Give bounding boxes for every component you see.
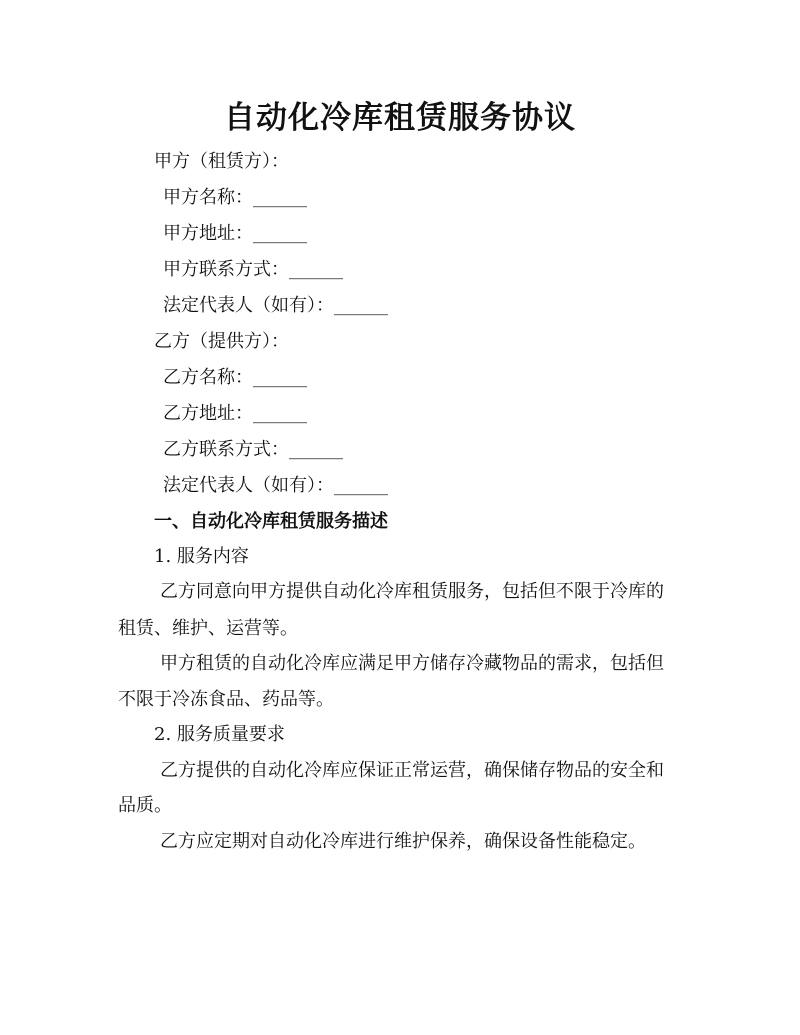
party-b-name: 乙方名称：______ <box>163 367 307 388</box>
section-1-heading: 一、自动化冷库租赁服务描述 <box>154 511 388 532</box>
party-a-name: 甲方名称：______ <box>163 187 307 208</box>
item-1-para-2-line-1: 甲方租赁的自动化冷库应满足甲方储存冷藏物品的需求，包括但 <box>160 653 664 674</box>
party-b-heading: 乙方（提供方）： <box>154 331 289 352</box>
party-a-address: 甲方地址：______ <box>163 223 307 244</box>
item-1-heading: 1. 服务内容 <box>154 546 249 567</box>
party-b-address: 乙方地址：______ <box>163 403 307 424</box>
party-a-contact: 甲方联系方式：______ <box>163 259 343 280</box>
document-title: 自动化冷库租赁服务协议 <box>224 100 576 136</box>
item-1-para-1-line-2: 租赁、维护、运营等。 <box>118 618 298 639</box>
party-b-representative: 法定代表人（如有）：______ <box>163 475 388 496</box>
party-a-heading: 甲方（租赁方）： <box>154 151 289 172</box>
item-2-heading: 2. 服务质量要求 <box>154 724 285 745</box>
item-2-para-2-line-1: 乙方应定期对自动化冷库进行维护保养，确保设备性能稳定。 <box>160 831 646 852</box>
party-a-representative: 法定代表人（如有）：______ <box>163 295 388 316</box>
item-2-para-1-line-2: 品质。 <box>118 795 172 816</box>
item-1-para-2-line-2: 不限于冷冻食品、药品等。 <box>118 689 334 710</box>
item-1-para-1-line-1: 乙方同意向甲方提供自动化冷库租赁服务，包括但不限于冷库的 <box>160 581 664 602</box>
item-2-para-1-line-1: 乙方提供的自动化冷库应保证正常运营，确保储存物品的安全和 <box>160 760 664 781</box>
party-b-contact: 乙方联系方式：______ <box>163 439 343 460</box>
